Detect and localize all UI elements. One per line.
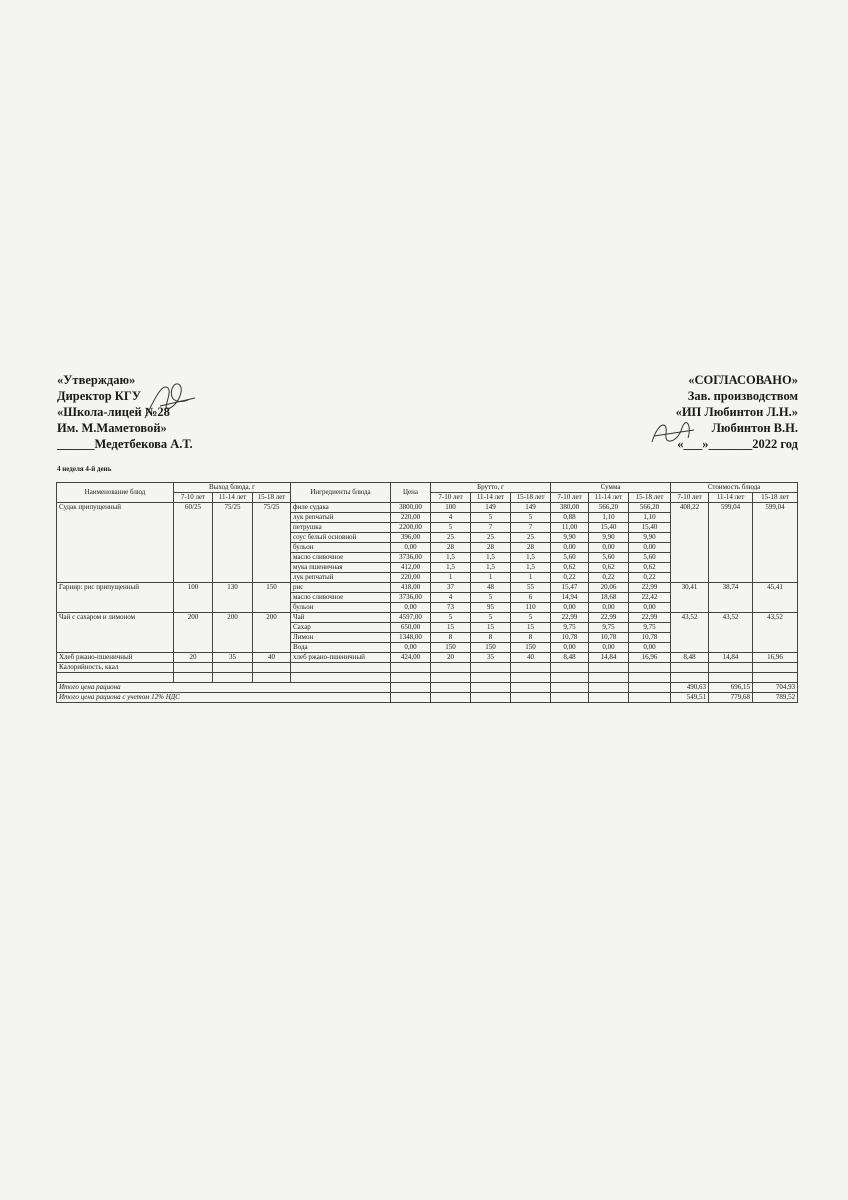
- header-output: Выход блюда, г: [174, 483, 291, 493]
- ingredient-brutto: 7: [511, 523, 551, 533]
- menu-table: [56, 482, 798, 703]
- total-vat-row: [57, 693, 798, 703]
- dish-output: 200: [253, 613, 291, 653]
- ingredient-brutto: 150: [511, 643, 551, 653]
- ingredient-brutto: 95: [471, 603, 511, 613]
- ingredient-brutto: 73: [431, 603, 471, 613]
- ingredient-sum: 5,60: [551, 553, 589, 563]
- ingredient-name: филе судака: [291, 503, 391, 513]
- header-sum-age2: 11-14 лет: [589, 493, 629, 503]
- ingredient-brutto: 8: [431, 633, 471, 643]
- ingredient-sum: 0,62: [629, 563, 671, 573]
- ingredient-name: бульон: [291, 603, 391, 613]
- dish-output: 35: [213, 653, 253, 663]
- ingredient-brutto: 40: [511, 653, 551, 663]
- ingredient-price: 424,00: [391, 653, 431, 663]
- ingredient-name: соус белый основной: [291, 533, 391, 543]
- ingredient-price: 0,00: [391, 543, 431, 553]
- dish-cost: 14,84: [709, 653, 753, 663]
- ingredient-sum: 10,78: [629, 633, 671, 643]
- dish-cost: 43,52: [753, 613, 798, 653]
- ingredient-brutto: 1,5: [471, 563, 511, 573]
- ingredient-name: Сахар: [291, 623, 391, 633]
- menu-body: [57, 503, 798, 663]
- ingredient-price: 396,00: [391, 533, 431, 543]
- ingredient-sum: 0,88: [551, 513, 589, 523]
- ingredient-brutto: 5: [471, 593, 511, 603]
- ingredient-name: петрушка: [291, 523, 391, 533]
- ingredient-name: масло сливочное: [291, 553, 391, 563]
- ingredient-brutto: 5: [431, 613, 471, 623]
- ingredient-brutto: 35: [471, 653, 511, 663]
- ingredient-sum: 0,22: [629, 573, 671, 583]
- dish-cost: 408,22: [671, 503, 709, 583]
- dish-output: 100: [174, 583, 213, 613]
- ingredient-name: лук репчатый: [291, 513, 391, 523]
- dish-cost: 45,41: [753, 583, 798, 613]
- ingredient-price: 650,00: [391, 623, 431, 633]
- dish-cost: 599,04: [709, 503, 753, 583]
- header-output-age1: 7-10 лет: [174, 493, 213, 503]
- director-signature: [140, 378, 200, 424]
- dish-name: Хлеб ржано-пшеничный: [57, 653, 174, 663]
- ingredient-name: масло сливочное: [291, 593, 391, 603]
- ingredient-brutto: 1,5: [471, 553, 511, 563]
- ingredient-sum: 5,60: [589, 553, 629, 563]
- dish-cost: 38,74: [709, 583, 753, 613]
- ingredient-sum: 20,06: [589, 583, 629, 593]
- approve-line-5: ______Медетбекова А.Т.: [57, 437, 193, 451]
- ingredient-sum: 0,00: [551, 543, 589, 553]
- ingredient-sum: 14,94: [551, 593, 589, 603]
- ingredient-brutto: 37: [431, 583, 471, 593]
- header-cost-age1: 7-10 лет: [671, 493, 709, 503]
- ingredient-sum: 22,99: [629, 613, 671, 623]
- total-vat-label: Итого цена рациона с учетом 12% НДС: [57, 693, 391, 703]
- header-output-age3: 15-18 лет: [253, 493, 291, 503]
- ingredient-sum: 15,40: [589, 523, 629, 533]
- ingredient-brutto: 15: [511, 623, 551, 633]
- ingredient-brutto: 1: [431, 573, 471, 583]
- ingredient-sum: 14,84: [589, 653, 629, 663]
- total-vat-value-age1: 549,51: [671, 693, 709, 703]
- ingredient-price: 412,00: [391, 563, 431, 573]
- ingredient-brutto: 25: [431, 533, 471, 543]
- ingredient-sum: 0,00: [589, 543, 629, 553]
- dish-cost: 599,04: [753, 503, 798, 583]
- ingredient-name: лук репчатый: [291, 573, 391, 583]
- ingredient-sum: 22,99: [589, 613, 629, 623]
- ingredient-brutto: 1,5: [431, 563, 471, 573]
- ingredient-brutto: 149: [511, 503, 551, 513]
- ingredient-sum: 0,62: [589, 563, 629, 573]
- ingredient-name: Вода: [291, 643, 391, 653]
- dish-output: 200: [213, 613, 253, 653]
- dish-output: 130: [213, 583, 253, 613]
- ingredient-brutto: 4: [431, 513, 471, 523]
- header-ingredients: Ингредиенты блюда: [291, 483, 391, 503]
- ingredient-brutto: 7: [471, 523, 511, 533]
- header-output-age2: 11-14 лет: [213, 493, 253, 503]
- ingredient-name: мука пшеничная: [291, 563, 391, 573]
- ingredient-sum: 10,78: [589, 633, 629, 643]
- header-cost: Стоимость блюда: [671, 483, 798, 493]
- ingredient-sum: 18,68: [589, 593, 629, 603]
- ingredient-sum: 5,60: [629, 553, 671, 563]
- ingredient-price: 0,00: [391, 643, 431, 653]
- dish-output: 60/25: [174, 503, 213, 583]
- ingredient-brutto: 8: [471, 633, 511, 643]
- ingredient-brutto: 55: [511, 583, 551, 593]
- ingredient-sum: 0,00: [629, 643, 671, 653]
- ingredient-price: 418,00: [391, 583, 431, 593]
- dish-output: 75/25: [213, 503, 253, 583]
- ingredient-brutto: 5: [511, 613, 551, 623]
- ingredient-sum: 22,99: [629, 583, 671, 593]
- header-sum-age1: 7-10 лет: [551, 493, 589, 503]
- ingredient-sum: 0,00: [551, 603, 589, 613]
- header-price: Цена: [391, 483, 431, 503]
- ingredient-sum: 9,75: [551, 623, 589, 633]
- ingredient-brutto: 1,5: [511, 553, 551, 563]
- dish-cost: 8,48: [671, 653, 709, 663]
- calories-label: Калорийность, ккал: [57, 663, 174, 673]
- dish-cost: 16,96: [753, 653, 798, 663]
- dish-output: 75/25: [253, 503, 291, 583]
- header-brutto-age1: 7-10 лет: [431, 493, 471, 503]
- ingredient-sum: 9,75: [589, 623, 629, 633]
- ingredient-sum: 0,00: [551, 643, 589, 653]
- ingredient-row: [57, 503, 798, 513]
- ingredient-brutto: 8: [511, 633, 551, 643]
- dish-name: Чай с сахаром и лимоном: [57, 613, 174, 653]
- dish-cost: 43,52: [671, 613, 709, 653]
- ingredient-sum: 0,22: [589, 573, 629, 583]
- ingredient-row: [57, 583, 798, 593]
- ingredient-price: 3736,00: [391, 593, 431, 603]
- ingredient-sum: 9,90: [589, 533, 629, 543]
- ingredient-brutto: 5: [471, 613, 511, 623]
- ingredient-price: 3736,00: [391, 553, 431, 563]
- total-vat-value-age2: 779,68: [709, 693, 753, 703]
- ingredient-price: 4597,00: [391, 613, 431, 623]
- ingredient-sum: 9,90: [551, 533, 589, 543]
- ingredient-brutto: 1: [511, 573, 551, 583]
- ingredient-price: 1348,00: [391, 633, 431, 643]
- ingredient-brutto: 28: [431, 543, 471, 553]
- ingredient-sum: 0,00: [629, 603, 671, 613]
- ingredient-sum: 8,48: [551, 653, 589, 663]
- ingredient-sum: 380,00: [551, 503, 589, 513]
- header-sum-age3: 15-18 лет: [629, 493, 671, 503]
- ingredient-brutto: 149: [471, 503, 511, 513]
- ingredient-sum: 0,00: [629, 543, 671, 553]
- ingredient-brutto: 5: [431, 523, 471, 533]
- header-dish: Наименование блюд: [57, 483, 174, 503]
- header-brutto-age3: 15-18 лет: [511, 493, 551, 503]
- ingredient-price: 3800,00: [391, 503, 431, 513]
- ingredient-price: 220,00: [391, 573, 431, 583]
- dish-output: 20: [174, 653, 213, 663]
- ingredient-brutto: 15: [471, 623, 511, 633]
- total-value-age3: 704,93: [753, 683, 798, 693]
- agree-line-2: Зав. производством: [687, 389, 798, 403]
- header-cost-age2: 11-14 лет: [709, 493, 753, 503]
- ingredient-brutto: 20: [431, 653, 471, 663]
- ingredient-sum: 0,62: [551, 563, 589, 573]
- ingredient-sum: 0,00: [589, 643, 629, 653]
- ingredient-brutto: 4: [431, 593, 471, 603]
- ingredient-brutto: 150: [431, 643, 471, 653]
- ingredient-row: [57, 613, 798, 623]
- header-cost-age3: 15-18 лет: [753, 493, 798, 503]
- ingredient-name: Чай: [291, 613, 391, 623]
- ingredient-row: [57, 653, 798, 663]
- agree-line-5: «___»_______2022 год: [677, 437, 798, 451]
- ingredient-brutto: 6: [511, 593, 551, 603]
- total-row: [57, 683, 798, 693]
- total-label: Итого цена рациона: [57, 683, 391, 693]
- ingredient-sum: 16,96: [629, 653, 671, 663]
- ingredient-sum: 0,00: [589, 603, 629, 613]
- header-sum: Сумма: [551, 483, 671, 493]
- approve-line-2: Директор КГУ: [57, 389, 141, 403]
- ingredient-name: Лимон: [291, 633, 391, 643]
- ingredient-brutto: 5: [511, 513, 551, 523]
- approve-line-3: «Школа-лицей №28: [57, 405, 170, 419]
- ingredient-brutto: 150: [471, 643, 511, 653]
- ingredient-price: 220,00: [391, 513, 431, 523]
- dish-output: 40: [253, 653, 291, 663]
- dish-cost: 43,52: [709, 613, 753, 653]
- ingredient-sum: 11,00: [551, 523, 589, 533]
- total-vat-value-age3: 789,52: [753, 693, 798, 703]
- ingredient-brutto: 1,5: [431, 553, 471, 563]
- dish-output: 150: [253, 583, 291, 613]
- ingredient-sum: 9,75: [629, 623, 671, 633]
- agree-line-3: «ИП Любинтон Л.Н.»: [675, 405, 798, 419]
- ingredient-sum: 566,20: [589, 503, 629, 513]
- ingredient-brutto: 100: [431, 503, 471, 513]
- ingredient-brutto: 5: [471, 513, 511, 523]
- ingredient-sum: 9,90: [629, 533, 671, 543]
- ingredient-brutto: 1: [471, 573, 511, 583]
- ingredient-price: 2200,00: [391, 523, 431, 533]
- dish-name: Судак припущенный: [57, 503, 174, 583]
- ingredient-price: 0,00: [391, 603, 431, 613]
- agree-line-1: «СОГЛАСОВАНО»: [688, 373, 798, 387]
- ingredient-name: хлеб ржано-пшеничный: [291, 653, 391, 663]
- dish-name: Гарнир: рис припущенный: [57, 583, 174, 613]
- ingredient-brutto: 1,5: [511, 563, 551, 573]
- ingredient-sum: 1,10: [629, 513, 671, 523]
- ingredient-brutto: 25: [511, 533, 551, 543]
- ingredient-brutto: 15: [431, 623, 471, 633]
- ingredient-brutto: 28: [511, 543, 551, 553]
- header-brutto: Брутто, г: [431, 483, 551, 493]
- approve-line-1: «Утверждаю»: [57, 373, 136, 387]
- total-value-age1: 490,63: [671, 683, 709, 693]
- ingredient-brutto: 25: [471, 533, 511, 543]
- ingredient-sum: 15,40: [629, 523, 671, 533]
- ingredient-name: рис: [291, 583, 391, 593]
- ingredient-sum: 10,78: [551, 633, 589, 643]
- dish-output: 200: [174, 613, 213, 653]
- ingredient-brutto: 110: [511, 603, 551, 613]
- week-day-label: 4 неделя 4-й день: [57, 465, 112, 473]
- ingredient-sum: 15,47: [551, 583, 589, 593]
- dish-cost: 30,41: [671, 583, 709, 613]
- ingredient-sum: 1,10: [589, 513, 629, 523]
- approve-line-4: Им. М.Маметовой»: [57, 421, 167, 435]
- total-value-age2: 696,15: [709, 683, 753, 693]
- agree-line-4: Любинтон В.Н.: [711, 421, 798, 435]
- ingredient-sum: 22,99: [551, 613, 589, 623]
- ingredient-sum: 0,22: [551, 573, 589, 583]
- ingredient-brutto: 48: [471, 583, 511, 593]
- header-brutto-age2: 11-14 лет: [471, 493, 511, 503]
- ingredient-sum: 22,42: [629, 593, 671, 603]
- ingredient-sum: 566,20: [629, 503, 671, 513]
- ingredient-name: бульон: [291, 543, 391, 553]
- ingredient-brutto: 28: [471, 543, 511, 553]
- producer-signature: [648, 412, 698, 452]
